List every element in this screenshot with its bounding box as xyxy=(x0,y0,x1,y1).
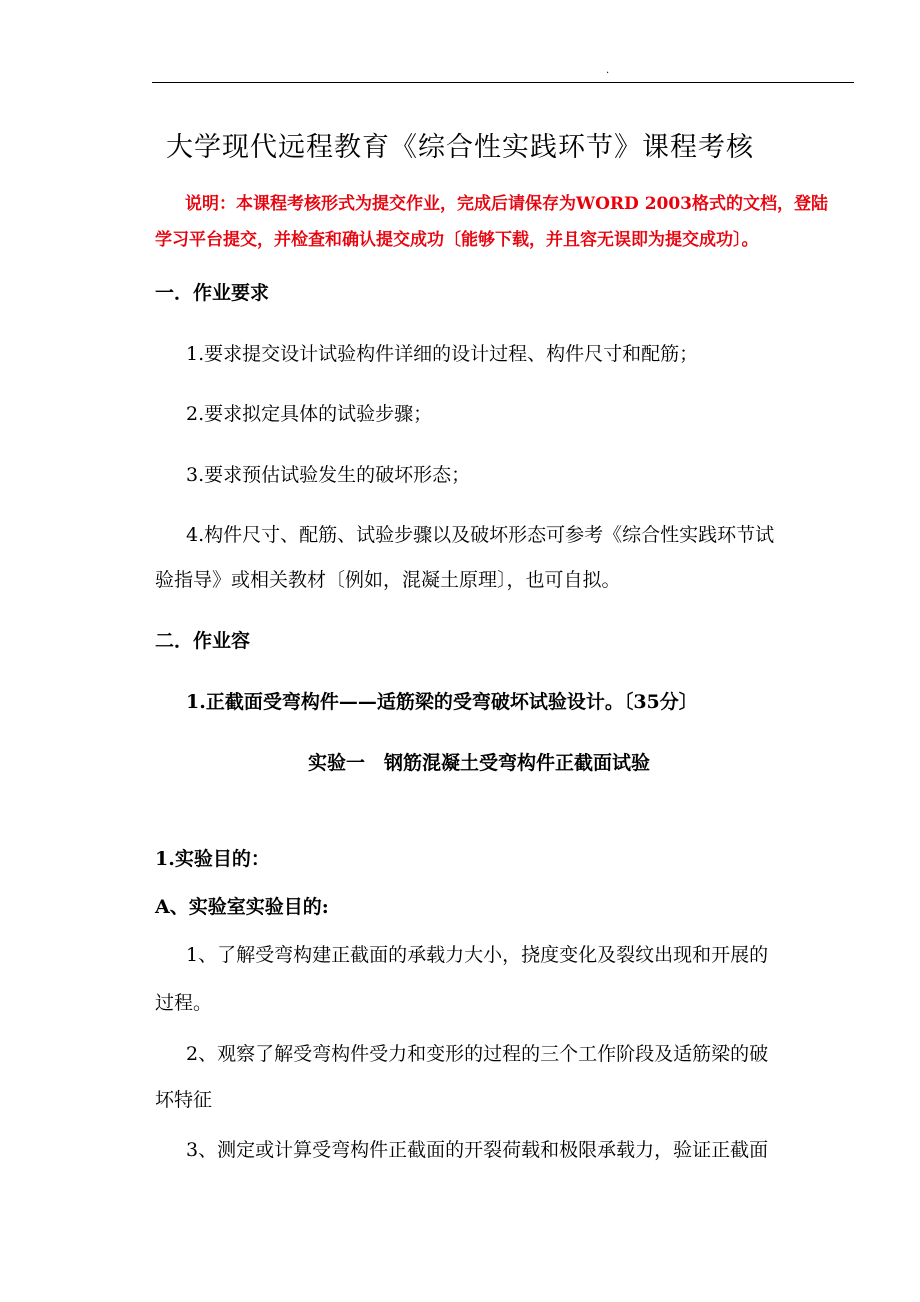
header-dot: . xyxy=(606,65,610,76)
purpose-heading: 1.实验目的： xyxy=(155,848,270,870)
experiment-title: 实验一 钢筋混凝土受弯构件正截面试验 xyxy=(308,752,651,774)
section2-heading: 二．作业容 xyxy=(155,630,251,652)
requirement-item-4-line-1: 4.构件尺寸、配筋、试验步骤以及破坏形态可参考《综合性实践环节试 xyxy=(186,524,775,546)
purpose-item-2-line-1: 2、观察了解受弯构件受力和变形的过程的三个工作阶段及适筋梁的破 xyxy=(186,1043,769,1065)
lab-purpose-heading: A、实验室实验目的: xyxy=(155,896,329,918)
purpose-item-3-line-1: 3、测定或计算受弯构件正截面的开裂荷载和极限承载力，验证正截面 xyxy=(186,1139,769,1161)
note-line-2: 学习平台提交，并检查和确认提交成功〔能够下载，并且容无误即为提交成功〕。 xyxy=(155,230,759,250)
requirement-item-4-line-2: 验指导》或相关教材〔例如，混凝土原理〕，也可自拟。 xyxy=(155,569,621,591)
section1-heading: 一．作业要求 xyxy=(155,282,270,304)
requirement-item-1: 1.要求提交设计试验构件详细的设计过程、构件尺寸和配筋； xyxy=(186,343,699,365)
document-title: 大学现代远程教育《综合性实践环节》课程考核 xyxy=(166,132,754,163)
header-rule xyxy=(152,82,854,83)
note-line-1: 说明：本课程考核形式为提交作业，完成后请保存为WORD 2003格式的文档，登陆 xyxy=(185,194,829,214)
task-line: 1.正截面受弯构件——适筋梁的受弯破坏试验设计。〔35分〕 xyxy=(186,691,698,713)
purpose-item-1-line-2: 过程。 xyxy=(155,992,213,1014)
purpose-item-1-line-1: 1、了解受弯构建正截面的承载力大小，挠度变化及裂纹出现和开展的 xyxy=(186,944,769,966)
requirement-item-3: 3.要求预估试验发生的破坏形态； xyxy=(186,464,471,486)
purpose-item-2-line-2: 坏特征 xyxy=(155,1089,213,1111)
requirement-item-2: 2.要求拟定具体的试验步骤； xyxy=(186,403,433,425)
